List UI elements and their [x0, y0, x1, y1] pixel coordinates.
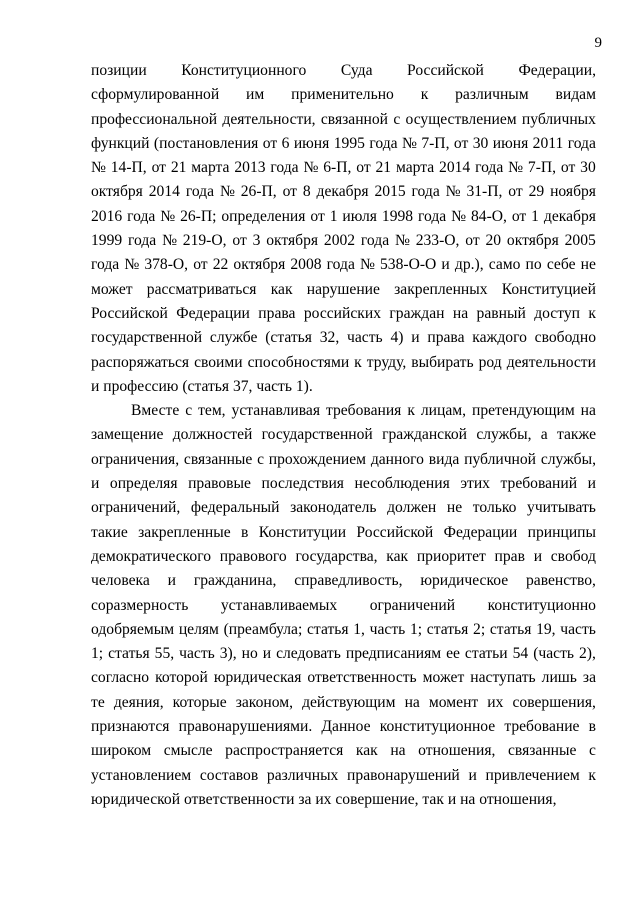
text-line: широком смысле распространяется как на отношения, связанные с	[91, 742, 596, 760]
text-line: те деяния, которые законом, действующим на момент их совершения,	[91, 693, 596, 711]
text-line: замещение должностей государственной гражданской службы, а также	[91, 426, 596, 444]
text-line: ограничения, связанные с прохождением данного вида публичной службы,	[91, 450, 596, 468]
text-line: человека и гражданина, справедливость, юридическое равенство,	[91, 572, 596, 590]
paragraph-2	[91, 399, 596, 812]
text-line: года № 378-О, от 22 октября 2008 года № 538-О-О и др.), само по себе не	[91, 256, 596, 274]
text-line: такие закрепленные в Конституции Российской Федерации принципы	[91, 523, 596, 541]
text-line: и определяя правовые последствия несоблюдения этих требований и	[91, 475, 596, 493]
text-line: 1999 года № 219-О, от 3 октября 2002 года № 233-О, от 20 октября 2005	[91, 232, 596, 250]
document-body	[91, 59, 596, 812]
text-line: 1; статья 55, часть 3), но и следовать предписаниям ее статьи 54 (часть 2),	[91, 645, 596, 663]
text-line: Российской Федерации права российских граждан на равный доступ к	[91, 304, 596, 322]
page-number: 9	[594, 35, 602, 51]
text-line: профессиональной деятельности, связанной с осуществлением публичных	[91, 110, 596, 128]
text-line: сформулированной им применительно к различным видам	[91, 86, 596, 104]
text-line: позиции Конституционного Суда Российской Федерации,	[91, 62, 596, 79]
text-line: Вместе с тем, устанавливая требования к лицам, претендующим на	[131, 402, 596, 420]
text-line: распоряжаться своими способностями к труду, выбирать род деятельности	[91, 353, 596, 371]
text-line: установлением составов различных правонарушений и привлечением к	[91, 766, 596, 784]
text-line: ограничений, федеральный законодатель должен не только учитывать	[91, 499, 596, 517]
paragraph-1	[91, 59, 596, 399]
text-line: согласно которой юридическая ответственность может наступать лишь за	[91, 669, 596, 687]
text-line: октября 2014 года № 26-П, от 8 декабря 2015 года № 31-П, от 29 ноября	[91, 183, 596, 201]
text-line: 2016 года № 26-П; определения от 1 июля 1998 года № 84-О, от 1 декабря	[91, 207, 596, 225]
text-line: может рассматриваться как нарушение закрепленных Конституцией	[91, 280, 596, 298]
text-line: юридической ответственности за их совершение, так и на отношения,	[91, 790, 557, 808]
text-line: государственной службе (статья 32, часть 4) и права каждого свободно	[91, 329, 596, 347]
text-line: № 14-П, от 21 марта 2013 года № 6-П, от 21 марта 2014 года № 7-П, от 30	[91, 159, 596, 177]
text-line: одобряемым целям (преамбула; статья 1, часть 1; статья 2; статья 19, часть	[91, 620, 596, 638]
text-line: соразмерность устанавливаемых ограничений конституционно	[91, 596, 596, 614]
text-line: и профессию (статья 37, часть 1).	[91, 377, 313, 395]
text-line: функций (постановления от 6 июня 1995 года № 7-П, от 30 июня 2011 года	[91, 134, 596, 152]
text-line: демократического правового государства, как приоритет прав и свобод	[91, 547, 596, 565]
text-line: признаются правонарушениями. Данное конституционное требование в	[91, 718, 596, 736]
